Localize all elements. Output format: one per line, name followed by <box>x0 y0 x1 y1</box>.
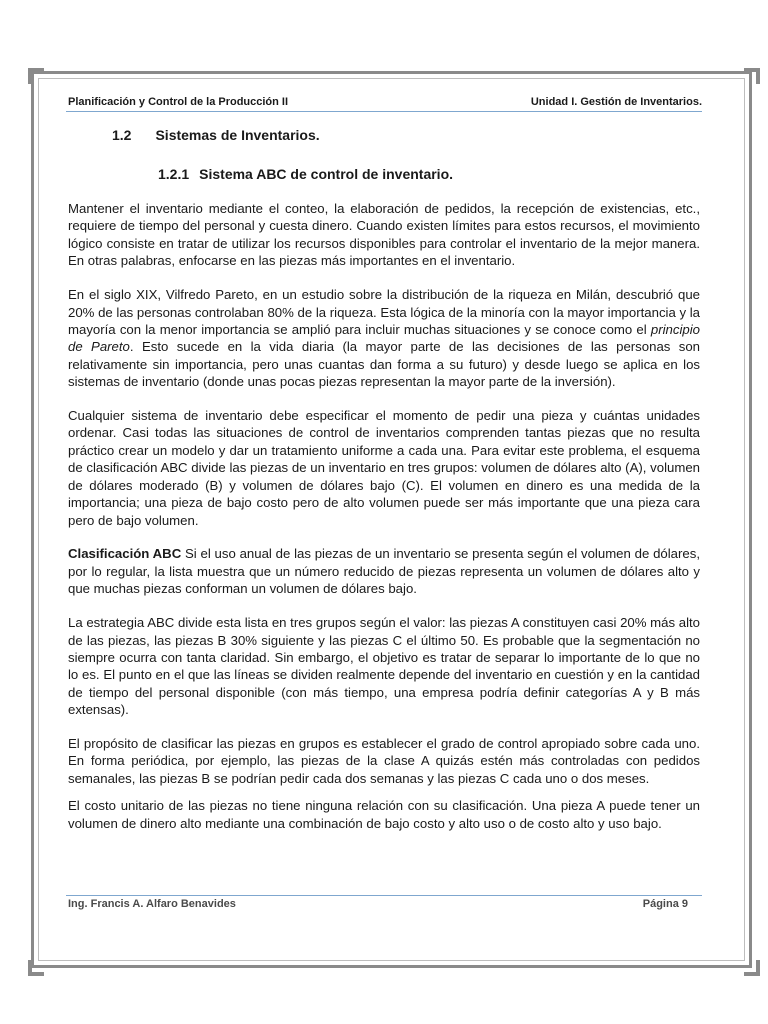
paragraph-text: En el siglo XIX, Vilfredo Pareto, en un estudio sobre la distribución de la riqueza en Milán, descubrió que 20% de las personas controlaban 80% de la riqueza. Esta lógica de la minoría con la mayor importancia y la mayoría con la menor importancia se amplió para incluir muchas situaciones y se conoce como el <box>68 287 700 337</box>
section-number: 1.2 <box>112 127 132 143</box>
footer-rule <box>66 895 702 896</box>
paragraph-text: Si el uso anual de las piezas de un inventario se presenta según el volumen de dólares, por lo regular, la lista muestra que un número reducido de piezas representa un volumen de dólares alto y que muchas piezas conforman un volumen de dólares bajo. <box>68 546 700 597</box>
body-text <box>68 200 700 849</box>
page-number: Página 9 <box>642 898 688 910</box>
header-unit-title: Unidad I. Gestión de Inventarios. <box>530 96 702 108</box>
section-heading <box>112 127 320 143</box>
subsection-title: Sistema ABC de control de inventario. <box>199 166 454 182</box>
header-rule <box>66 111 702 112</box>
corner-ornament <box>744 960 760 976</box>
header-course-title: Planificación y Control de la Producción II <box>68 96 289 108</box>
abc-classification-term: Clasificación ABC <box>68 546 182 562</box>
paragraph <box>68 286 700 390</box>
pareto-principle-term: principio de Pareto <box>68 321 700 355</box>
paragraph <box>68 545 700 597</box>
page-header <box>68 96 702 108</box>
corner-ornament <box>28 960 44 976</box>
subsection-number: 1.2.1 <box>158 166 190 182</box>
page-footer <box>68 898 688 910</box>
paragraph: Cualquier sistema de inventario debe especificar el momento de pedir una pieza y cuántas unidades ordenar. Casi todas las situaciones de control de inventarios comprenden tantas piezas que no resulta práctico crear un modelo y dar un tratamiento uniforme a cada una. Para evitar este problema, el esquema de clasificación ABC divide las piezas de un inventario en tres grupos: volumen de dólares alto (A), volumen de dólares moderado (B) y volumen de dólares bajo (C). El volumen en dinero es una medida de la importancia; una pieza de bajo costo pero de alto volumen puede ser más importante que una pieza cara pero de bajo volumen. <box>68 408 700 528</box>
section-title: Sistemas de Inventarios. <box>155 127 320 143</box>
paragraph-text: . Esto sucede en la vida diaria (la mayor parte de las decisiones de las personas son relativamente sin importancia, pero unas cuantas dan forma a su futuro) y desde luego se aplica en los sistemas de inventario (donde unas pocas piezas representan la mayor parte de la inversión). <box>68 339 701 390</box>
corner-ornament <box>744 68 760 84</box>
footer-author: Ing. Francis A. Alfaro Benavides <box>68 898 236 910</box>
paragraph: El propósito de clasificar las piezas en grupos es establecer el grado de control apropiado sobre cada uno. En forma periódica, por ejemplo, las piezas de la clase A quizás estén más controladas con pedidos semanales, las piezas B se podrían pedir cada dos semanas y las piezas C cada uno o dos meses. <box>68 736 700 786</box>
paragraph: Mantener el inventario mediante el conteo, la elaboración de pedidos, la recepción de existencias, etc., requiere de tiempo del personal y cuesta dinero. Cuando existen límites para estos recursos, el movimiento lógico consiste en tratar de utilizar los recursos disponibles para controlar el inventario de la mejor manera. En otras palabras, enfocarse en las piezas más importantes en el inventario. <box>68 201 700 269</box>
paragraph: La estrategia ABC divide esta lista en tres grupos según el valor: las piezas A constituyen casi 20% más alto de las piezas, las piezas B 30% siguiente y las piezas C el último 50. Es probable que la segmentación no siempre ocurra con tanta claridad. Sin embargo, el objetivo es tratar de separar lo importante de lo que no lo es. El punto en el que las líneas se dividen realmente depende del inventario en cuestión y en la cantidad de tiempo del personal disponible (con más tiempo, una empresa podría definir categorías A y B más extensas). <box>68 615 700 718</box>
corner-ornament <box>28 68 44 84</box>
paragraph: El costo unitario de las piezas no tiene ninguna relación con su clasificación. Una pieza A puede tener un volumen de dinero alto mediante una combinación de bajo costo y alto uso o de costo alto y uso bajo. <box>68 798 700 831</box>
subsection-heading <box>158 166 453 182</box>
